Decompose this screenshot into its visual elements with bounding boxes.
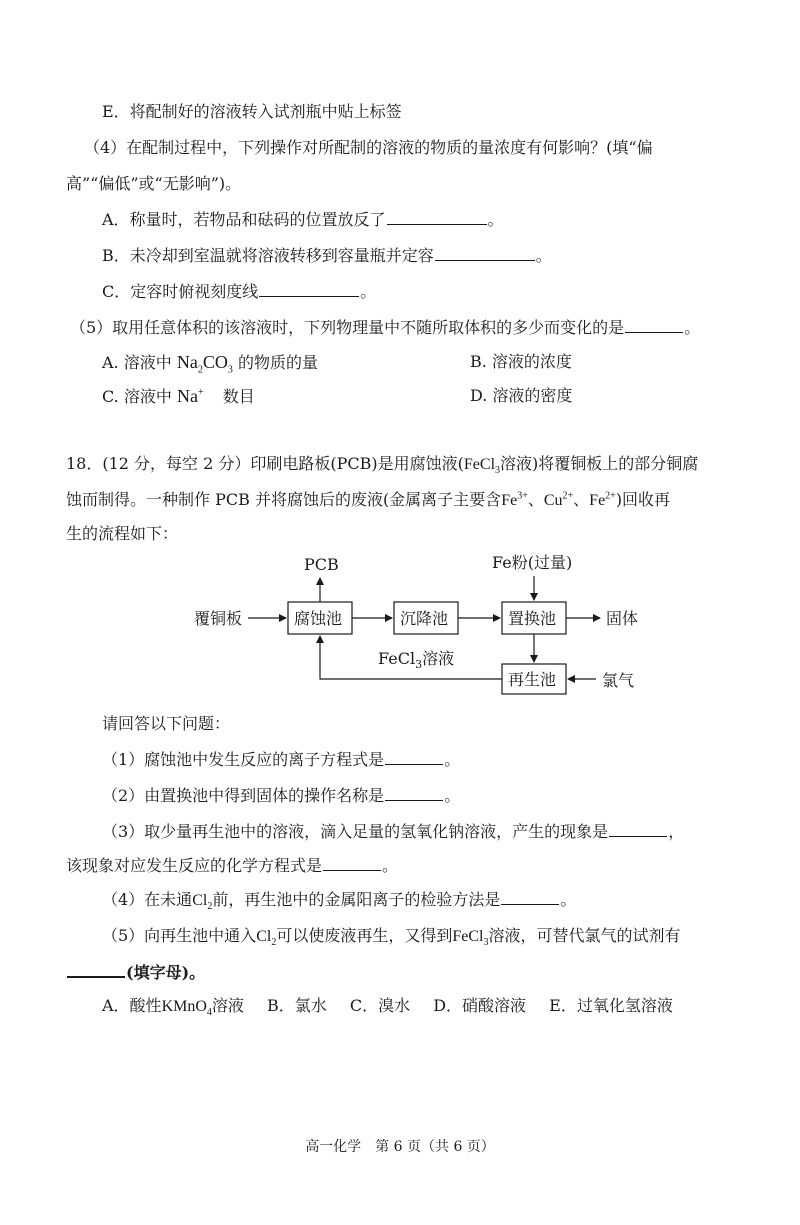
option-a: A．酸性 <box>102 996 162 1015</box>
q18-5-text: 溶液，可替代氯气的试剂有 <box>488 926 681 945</box>
answer-blank[interactable] <box>385 784 443 801</box>
period: 。 <box>560 890 577 909</box>
q18-4 <box>102 888 576 913</box>
q18-prompt: 请回答以下问题： <box>102 714 231 733</box>
fecl3-solution-label <box>378 649 454 671</box>
settling-tank-label: 沉降池 <box>400 609 449 628</box>
period: 。 <box>444 786 461 805</box>
replacement-tank-label: 置换池 <box>508 609 557 628</box>
formula-part: 溶液 <box>422 649 455 668</box>
answer-blank[interactable] <box>625 316 683 333</box>
formula-sup: + <box>197 387 204 398</box>
corrosion-tank-label: 腐蚀池 <box>294 609 343 628</box>
q18-intro-line1 <box>66 452 698 477</box>
period: 。 <box>684 318 701 337</box>
q18-3-line2 <box>66 854 398 878</box>
formula-part: KMnO <box>161 998 207 1015</box>
q17-5-c-post: 数目 <box>222 387 255 406</box>
formula-part: Na <box>176 352 198 372</box>
cl2-formula <box>192 892 213 913</box>
process-flow-diagram <box>180 540 660 700</box>
q18-5-text: 可以使废液再生，又得到 <box>276 926 453 945</box>
separator: 、 <box>527 490 544 509</box>
pcb-label: PCB <box>304 555 339 574</box>
q17-5-a-pre: A. 溶液中 <box>102 353 172 372</box>
formula-part: Cl <box>256 928 272 945</box>
fecl3-formula <box>463 456 501 477</box>
solid-label: 固体 <box>606 609 639 628</box>
q17-4-line2: 高”“偏低”或“无影响”)。 <box>66 174 242 193</box>
chlorine-label: 氯气 <box>602 671 635 690</box>
formula-sup: 2+ <box>605 490 616 502</box>
period: 。 <box>444 750 461 769</box>
formula-part: CO <box>202 352 228 372</box>
option-e: E．过氧化氢溶液 <box>549 996 673 1015</box>
page-footer: 高一化学 第 6 页（共 6 页） <box>305 1139 495 1155</box>
formula-sub: 3 <box>227 364 233 376</box>
answer-blank[interactable] <box>67 960 125 978</box>
answer-blank[interactable] <box>609 820 667 837</box>
intro-text: 18．(12 分，每空 2 分）印刷电路板(PCB)是用腐蚀液( <box>66 454 464 473</box>
regeneration-tank-label: 再生池 <box>508 670 557 689</box>
q17-5-c-pre: C. 溶液中 <box>102 387 172 406</box>
q17-5-d: D. 溶液的密度 <box>470 386 573 405</box>
cl2-formula <box>256 928 277 949</box>
period: 。 <box>360 282 377 301</box>
q17-5-options-row2 <box>102 384 782 409</box>
q18-5-options <box>102 994 673 1019</box>
fecl3-formula <box>452 928 489 949</box>
q17-4-a-text: A．称量时，若物品和砝码的位置放反了 <box>102 210 386 229</box>
q18-3-line1 <box>102 820 684 844</box>
answer-blank[interactable] <box>323 854 381 871</box>
intro-text: 蚀而制得。一种制作 PCB 并将腐蚀后的废液(金属离子主要含 <box>66 490 502 509</box>
formula-sub: 3 <box>483 937 489 949</box>
formula-part: Cl <box>192 892 208 909</box>
period: 。 <box>382 856 399 875</box>
formula-sup: 2+ <box>562 490 574 502</box>
q17-item-e: E．将配制好的溶液转入试剂瓶中贴上标签 <box>102 102 402 121</box>
formula-sub: 2 <box>207 901 213 913</box>
formula-sup: 3+ <box>517 490 528 502</box>
formula-sub: 3 <box>495 465 501 477</box>
q18-4-text: 前，再生池中的金属阳离子的检验方法是 <box>212 890 501 909</box>
period: 。 <box>487 210 504 229</box>
q17-5 <box>70 316 700 340</box>
copper-board-label: 覆铜板 <box>194 609 243 628</box>
q18-5-fill-hint: (填字母)。 <box>126 963 206 982</box>
separator: 、 <box>573 490 590 509</box>
formula-part: Fe <box>589 492 606 509</box>
q18-5-line1 <box>102 924 680 949</box>
q17-5-a-post: 的物质的量 <box>237 353 318 372</box>
kmno4-formula <box>161 998 212 1019</box>
fe-powder-label: Fe粉(过量) <box>492 553 573 572</box>
q18-3-text: （3）取少量再生池中的溶液，滴入足量的氢氧化钠溶液，产生的现象是 <box>102 822 609 841</box>
formula-sub: 4 <box>206 1007 212 1019</box>
q17-4-c-text: C．定容时俯视刻度线 <box>102 282 259 301</box>
q17-4-line1: （4）在配制过程中，下列操作对所配制的溶液的物质的量浓度有何影响？(填“偏 <box>84 138 653 157</box>
intro-text: 溶液)将覆铜板上的部分铜腐 <box>500 454 699 473</box>
formula-part: Na <box>176 386 198 406</box>
q17-5-text: （5）取用任意体积的该溶液时，下列物理量中不随所取体积的多少而变化的是 <box>70 318 625 337</box>
q17-4-b <box>102 244 552 268</box>
intro-text: )回收再 <box>615 490 671 509</box>
comma: ， <box>668 822 685 841</box>
q17-4-a <box>102 208 504 232</box>
formula-sub: 2 <box>197 364 203 376</box>
na-ion <box>177 386 204 406</box>
q17-4-b-text: B．未冷却到室温就将溶液转移到容量瓶并定容 <box>102 246 434 265</box>
q18-1-text: （1）腐蚀池中发生反应的离子方程式是 <box>102 750 385 769</box>
q18-3-text: 该现象对应发生反应的化学方程式是 <box>66 856 323 875</box>
formula-sub: 2 <box>271 937 277 949</box>
cu2-ion <box>544 492 573 509</box>
q18-5-line2 <box>66 960 205 985</box>
fe2-ion <box>589 492 616 509</box>
option-c: C．溴水 <box>349 996 411 1015</box>
formula-part: FeCl <box>378 649 416 668</box>
formula-part: FeCl <box>452 928 484 945</box>
answer-blank[interactable] <box>501 888 559 905</box>
q18-intro-line2 <box>66 488 670 513</box>
q17-5-options-row1 <box>102 350 782 375</box>
q18-2-text: （2）由置换池中得到固体的操作名称是 <box>102 786 385 805</box>
formula-sub: 3 <box>415 658 423 671</box>
q18-4-text: （4）在未通 <box>102 890 193 909</box>
formula-part: FeCl <box>463 456 496 473</box>
q18-5-text: （5）向再生池中通入 <box>102 926 257 945</box>
answer-blank[interactable] <box>435 244 535 261</box>
fe3-ion <box>501 492 528 509</box>
q17-5-b: B. 溶液的浓度 <box>470 352 572 371</box>
answer-blank[interactable] <box>259 280 359 297</box>
q18-2 <box>102 784 460 808</box>
answer-blank[interactable] <box>387 208 487 225</box>
q17-4-c <box>102 280 376 304</box>
q18-intro-line3: 生的流程如下： <box>66 524 179 543</box>
option-d: D．硝酸溶液 <box>433 996 527 1015</box>
answer-blank[interactable] <box>385 748 443 765</box>
formula-part: Cu <box>543 492 563 509</box>
q18-1 <box>102 748 460 772</box>
option-a-tail: 溶液 <box>211 996 244 1015</box>
formula-part: Fe <box>501 492 518 509</box>
na2co3-formula <box>176 352 233 376</box>
period: 。 <box>535 246 552 265</box>
option-b: B．氯水 <box>267 996 327 1015</box>
